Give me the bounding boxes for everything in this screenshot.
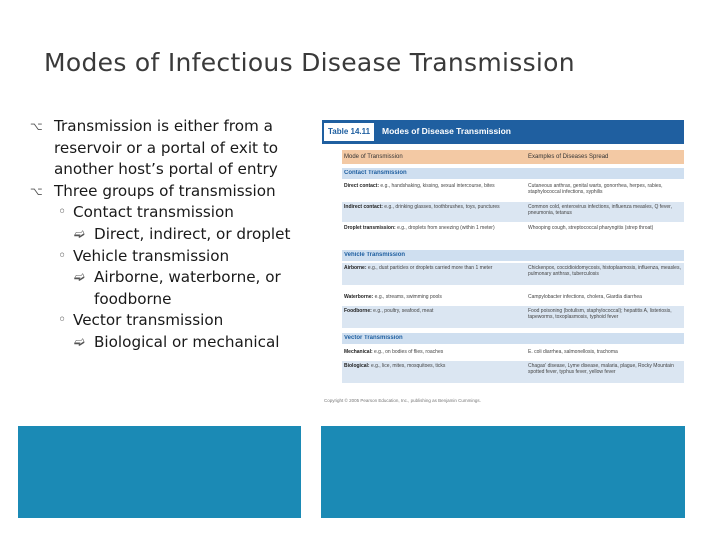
table-number-tag: Table 14.11 (324, 123, 374, 141)
table-section-vehicle: Vehicle Transmission (342, 250, 684, 261)
left-blue-panel (18, 426, 301, 518)
arrow-bullet-icon: ➫ (74, 270, 85, 286)
sub-bullet-item (30, 246, 310, 268)
bullet-text: Transmission is either from a reservoir or a portal of exit to another host’s portal of entry (54, 117, 279, 179)
sub-sub-bullet-item (30, 267, 310, 310)
table-row: Direct contact: e.g., handshaking, kissing, sexual intercourse, bites Cutaneous anthrax, genital warts, gonorrhea, herpes, rabies, staphylococcal infections, syphilis (344, 183, 663, 195)
sub-sub-bullet-text: Airborne, waterborne, or foodborne (94, 268, 281, 308)
circle-bullet-icon: ◦ (58, 204, 67, 221)
table-section-contact: Contact Transmission (342, 168, 684, 179)
bullet-list (30, 116, 310, 354)
sub-sub-bullet-item (30, 224, 310, 246)
sub-sub-bullet-item (30, 332, 310, 354)
sub-sub-bullet-text: Direct, indirect, or droplet (94, 224, 291, 243)
bullet-text: Three groups of transmission (54, 181, 276, 200)
sub-bullet-text: Vector transmission (73, 311, 224, 330)
bullet-item (30, 181, 310, 203)
table-section-vector: Vector Transmission (342, 333, 684, 344)
sub-bullet-text: Vehicle transmission (73, 246, 230, 265)
table-title: Modes of Disease Transmission (382, 126, 511, 136)
bullet-icon: ⌥ (30, 184, 43, 198)
sub-bullet-item (30, 202, 310, 224)
circle-bullet-icon: ◦ (58, 247, 67, 264)
sub-bullet-item (30, 310, 310, 332)
disease-transmission-table-image (322, 120, 684, 410)
bullet-item (30, 116, 310, 181)
arrow-bullet-icon: ➫ (74, 334, 85, 350)
table-row: Biological: e.g., lice, mites, mosquitoes, ticks Chagas' disease, Lyme disease, malaria, plague, Rocky Mountain spotted fever, typhus fever, yellow fever (342, 361, 684, 383)
column-header-mode: Mode of Transmission (344, 154, 403, 160)
arrow-bullet-icon: ➫ (74, 226, 85, 242)
table-row: Waterborne: e.g., streams, swimming pools Campylobacter infections, cholera, Giardia diarrhea (344, 294, 642, 300)
table-header-bar (322, 120, 684, 144)
circle-bullet-icon: ◦ (58, 312, 67, 329)
sub-bullet-text: Contact transmission (73, 203, 234, 222)
slide-title: Modes of Infectious Disease Transmission (44, 48, 575, 77)
bullet-icon: ⌥ (30, 120, 43, 133)
table-row: Foodborne: e.g., poultry, seafood, meat Food poisoning (botulism, staphylococcal); hepatitis A, listeriosis, tapeworms, toxoplasmosis, typhoid fever (342, 306, 684, 328)
table-row: Airborne: e.g., dust particles or droplets carried more than 1 meter Chickenpox, coccidioidomycosis, histoplasmosis, influenza, measles, pulmonary anthrax, tuberculosis (342, 263, 684, 285)
table-copyright: Copyright © 2005 Pearson Education, Inc., publishing as Benjamin Cummings. (324, 398, 481, 403)
table-row: Indirect contact: e.g., drinking glasses, toothbrushes, toys, punctures Common cold, enterovirus infections, influenza measles, Q fever, pneumonia, tetanus (342, 202, 684, 222)
table-row: Mechanical: e.g., on bodies of flies, roaches E. coli diarrhea, salmonellosis, trachoma (344, 349, 618, 355)
table-row: Droplet transmission: e.g., droplets from sneezing (within 1 meter) Whooping cough, streptococcal pharyngitis (strep throat) (344, 225, 654, 231)
right-blue-panel (321, 426, 685, 518)
column-header-examples: Examples of Diseases Spread (528, 154, 609, 160)
sub-sub-bullet-text: Biological or mechanical (94, 332, 280, 351)
table-column-headers (342, 150, 684, 164)
